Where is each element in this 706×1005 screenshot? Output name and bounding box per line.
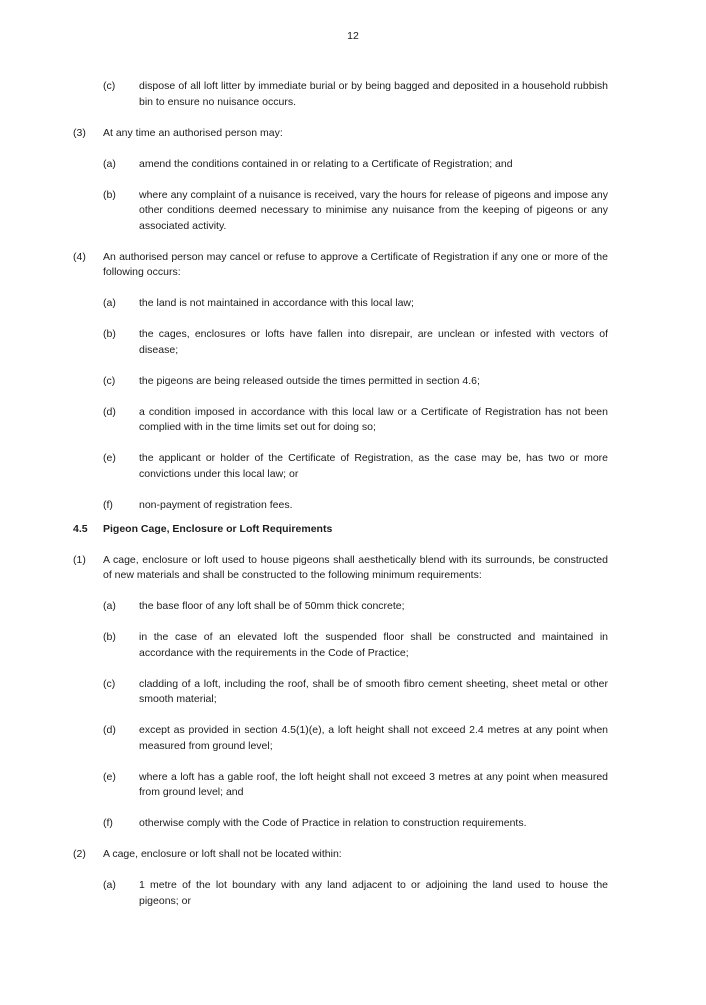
document-content	[0, 79, 706, 925]
clause-text: in the case of an elevated loft the suspended floor shall be constructed and maintained in accordance with the requirements in the Code of Practice;	[139, 631, 608, 659]
document-clause	[0, 878, 706, 909]
clause-label: (c)	[103, 677, 116, 690]
clause-label: (a)	[103, 600, 116, 612]
clause-text: Pigeon Cage, Enclosure or Loft Requirements	[103, 522, 333, 535]
clause-label: (e)	[103, 770, 116, 783]
clause-text: the base floor of any loft shall be of 50mm thick concrete;	[139, 600, 405, 612]
clause-label: (c)	[103, 374, 116, 387]
clause-text: A cage, enclosure or loft used to house pigeons shall aesthetically blend with its surrounds, be constructed of new materials and shall be constructed to the following minimum requirements:	[103, 553, 608, 581]
clause-label: (f)	[103, 498, 113, 511]
clause-label: (e)	[103, 452, 116, 464]
clause-label: (4)	[73, 250, 86, 263]
clause-text: where any complaint of a nuisance is received, vary the hours for release of pigeons and impose any other conditions deemed necessary to minimise any nuisance from the keeping of pigeons or any associated activity.	[139, 188, 608, 232]
document-clause	[0, 250, 706, 281]
clause-text: At any time an authorised person may:	[103, 126, 283, 139]
document-clause	[0, 847, 706, 863]
document-clause	[0, 451, 706, 482]
clause-label: (d)	[103, 405, 116, 418]
clause-text: non-payment of registration fees.	[139, 498, 293, 511]
clause-label: (b)	[103, 188, 116, 201]
clause-label: (f)	[103, 817, 113, 829]
document-clause	[0, 553, 706, 584]
clause-label: (c)	[103, 80, 116, 92]
clause-text: A cage, enclosure or loft shall not be located within:	[103, 848, 342, 860]
clause-label: (b)	[103, 631, 116, 643]
document-clause	[0, 630, 706, 661]
clause-text: the cages, enclosures or lofts have fallen into disrepair, are unclean or infested with vectors of disease;	[139, 328, 608, 356]
clause-label: (a)	[103, 157, 116, 170]
clause-label: (a)	[103, 879, 116, 891]
document-clause	[0, 188, 706, 235]
clause-label: (d)	[103, 724, 116, 736]
document-clause	[0, 677, 706, 708]
clause-text: cladding of a loft, including the roof, shall be of smooth fibro cement sheeting, sheet metal or other smooth material;	[139, 677, 608, 705]
clause-text: amend the conditions contained in or relating to a Certificate of Registration; and	[139, 157, 513, 170]
clause-label: (3)	[73, 126, 86, 139]
document-clause	[0, 723, 706, 754]
document-clause	[0, 816, 706, 832]
document-clause	[0, 405, 706, 436]
document-clause	[0, 599, 706, 615]
clause-text: dispose of all loft litter by immediate burial or by being bagged and deposited in a household rubbish bin to ensure no nuisance occurs.	[139, 80, 608, 108]
clause-text: otherwise comply with the Code of Practice in relation to construction requirements.	[139, 817, 527, 829]
document-clause	[0, 79, 706, 110]
clause-text: except as provided in section 4.5(1)(e), a loft height shall not exceed 2.4 metres at any point when measured from ground level;	[139, 724, 608, 752]
clause-label: (b)	[103, 328, 116, 340]
document-clause	[0, 770, 706, 801]
document-clause	[0, 327, 706, 358]
clause-text: where a loft has a gable roof, the loft height shall not exceed 3 metres at any point when measured from ground level; and	[139, 770, 608, 798]
document-clause	[0, 374, 706, 390]
clause-text: the pigeons are being released outside the times permitted in section 4.6;	[139, 374, 480, 387]
clause-text: 1 metre of the lot boundary with any land adjacent to or adjoining the land used to house the pigeons; or	[139, 879, 608, 907]
clause-text: a condition imposed in accordance with this local law or a Certificate of Registration has not been complied with in the time limits set out for doing so;	[139, 405, 608, 433]
clause-text: An authorised person may cancel or refuse to approve a Certificate of Registration if any one or more of the following occurs:	[103, 250, 608, 278]
clause-label: (2)	[73, 848, 86, 860]
page-number: 12	[347, 30, 359, 42]
document-clause	[0, 522, 706, 538]
clause-text: the applicant or holder of the Certificate of Registration, as the case may be, has two or more convictions under this local law; or	[139, 452, 608, 480]
document-clause	[0, 157, 706, 173]
clause-label: (a)	[103, 297, 116, 309]
clause-label: (1)	[73, 553, 86, 566]
document-clause	[0, 498, 706, 514]
clause-label: 4.5	[73, 522, 88, 535]
clause-text: the land is not maintained in accordance with this local law;	[139, 297, 414, 309]
document-clause	[0, 296, 706, 312]
document-clause	[0, 126, 706, 142]
